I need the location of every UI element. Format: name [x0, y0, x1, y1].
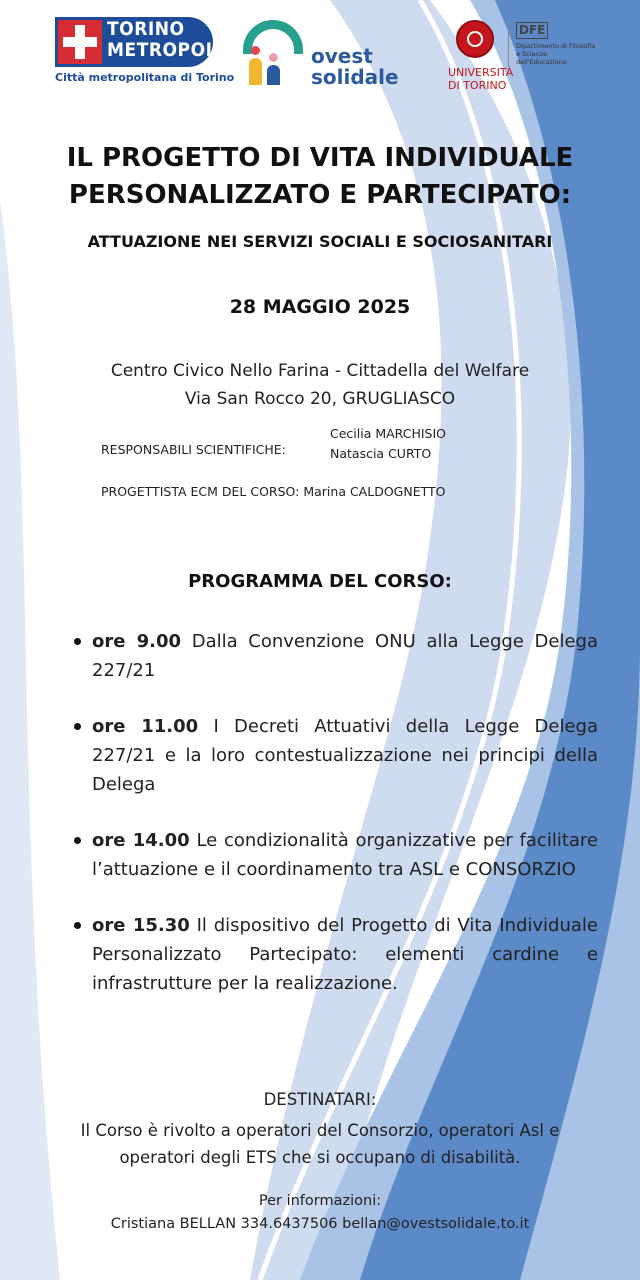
audience-line-1: Il Corso è rivolto a operatori del Consorzio, operatori Asl e — [80, 1121, 560, 1140]
programme-item — [92, 826, 598, 884]
unito-logo-line2: DI TORINO — [448, 79, 507, 92]
programme-item — [92, 911, 598, 998]
programme-time: ore 11.00 — [92, 716, 199, 737]
ecm-designer: PROGETTISTA ECM DEL CORSO: Marina CALDOGNETTO — [101, 484, 446, 499]
event-date: 28 MAGGIO 2025 — [229, 296, 411, 318]
page-subtitle: ATTUAZIONE NEI SERVIZI SOCIALI E SOCIOSANITARI — [87, 232, 553, 251]
dfe-mark-icon: DFE — [516, 22, 548, 39]
ovest-head-icon-2 — [269, 53, 278, 62]
torino-logo-line2: METROPOLI — [107, 39, 224, 61]
ovest-figure-icon-2 — [267, 65, 280, 85]
torino-logo-title — [107, 19, 224, 61]
unito-logo-line1: UNIVERSITÀ — [448, 66, 514, 79]
event-venue — [20, 357, 620, 413]
programme-list — [70, 627, 598, 1025]
audience-text — [20, 1117, 620, 1171]
ovest-logo-line1: ovest — [311, 44, 373, 68]
info-title: Per informazioni: — [258, 1193, 382, 1209]
unito-logo-text — [448, 66, 513, 92]
programme-time: ore 15.30 — [92, 915, 190, 936]
responsabili-label: RESPONSABILI SCIENTIFICHE: — [101, 442, 286, 457]
ovest-figure-icon — [249, 58, 262, 85]
venue-address: Via San Rocco 20, GRUGLIASCO — [184, 389, 456, 409]
audience-title: DESTINATARI: — [263, 1090, 377, 1109]
page-title-line2: PERSONALIZZATO E PARTECIPATO: — [68, 180, 572, 210]
logo-divider — [508, 22, 509, 66]
torino-cross-icon — [58, 20, 102, 64]
ovest-head-icon — [251, 46, 260, 55]
responsabile-name-1: Cecilia MARCHISIO — [330, 426, 447, 441]
ovest-logo-text — [311, 46, 399, 88]
programme-text: Il dispositivo del Progetto di Vita Individuale Personalizzato Partecipato: elementi cardine e infrastrutture per la realizzazione. — [92, 915, 598, 994]
unito-seal-icon — [456, 20, 494, 58]
venue-name: Centro Civico Nello Farina - Cittadella del Welfare — [110, 361, 530, 381]
torino-metropoli-logo — [55, 17, 235, 87]
programme-text: Dalla Convenzione ONU alla Legge Delega 227/21 — [92, 631, 598, 681]
programme-text: Le condizionalità organizzative per facilitare l’attuazione e il coordinamento tra ASL e CONSORZIO — [92, 830, 598, 880]
responsabili-names — [330, 424, 446, 464]
programme-time: ore 9.00 — [92, 631, 182, 652]
audience-line-2: operatori degli ETS che si occupano di disabilità. — [119, 1148, 521, 1167]
ovest-logo-line2: solidale — [311, 65, 399, 89]
responsabile-name-2: Natascia CURTO — [330, 446, 432, 461]
programme-title: PROGRAMMA DEL CORSO: — [188, 571, 452, 592]
programme-text: I Decreti Attuativi della Legge Delega 227/21 e la loro contestualizzazione nei principi della Delega — [92, 716, 599, 795]
torino-logo-subtitle: Città metropolitana di Torino — [55, 71, 235, 84]
contact-info: Cristiana BELLAN 334.6437506 bellan@ovestsolidale.to.it — [110, 1216, 530, 1232]
page-title — [20, 140, 620, 214]
ovest-solidale-logo — [243, 20, 423, 90]
unito-logo — [448, 18, 596, 96]
department-name: Dipartimento di Filosofia e Scienze dell'Educazione — [516, 42, 596, 66]
torino-logo-line1: TORINO — [107, 18, 185, 40]
programme-time: ore 14.00 — [92, 830, 190, 851]
programme-item — [92, 712, 598, 799]
programme-item — [92, 627, 598, 685]
page-title-line1: IL PROGETTO DI VITA INDIVIDUALE — [66, 143, 574, 173]
